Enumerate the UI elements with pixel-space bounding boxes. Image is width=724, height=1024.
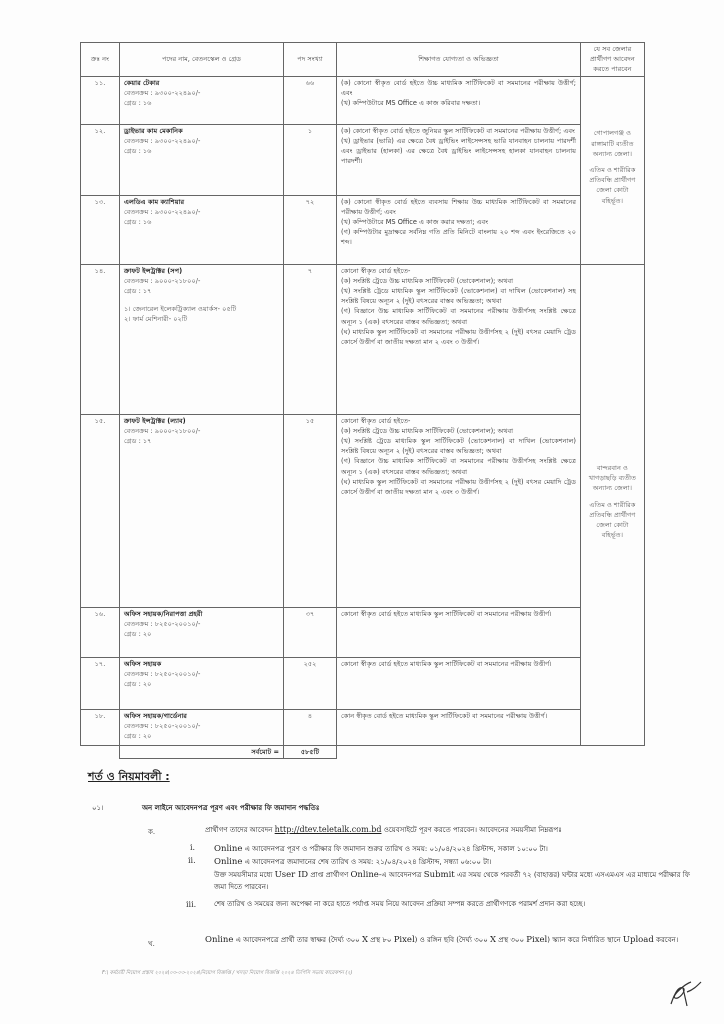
post-cell	[120, 607, 284, 657]
qualification-line: কোন স্বীকৃত বোর্ড হইতে মাধ্যমিক স্কুল সার্টিফিকেট বা সমমানের পরীক্ষায় উত্তীর্ণ।	[341, 711, 548, 720]
post-cell	[120, 264, 284, 414]
table-row	[81, 264, 709, 414]
item-kha-text: Online এ আবেদনপত্রে প্রার্থী তার স্বাক্ষর (দৈর্ঘ্য ৩০০ X প্রস্থ ৮০ Pixel) ও রঙ্গিন ছবি (দৈর্ঘ্য ৩০০ X প্রস্থ ৩০০ Pixel) স্ক্যান করে নির্ধারিত স্থানে Upload করবেন।	[205, 935, 679, 945]
total-value: ৫৮৫টি	[284, 745, 337, 758]
serial-number: ১২.	[81, 124, 120, 195]
qualification-line: (খ) ড্রাইভার (ভারি) এর ক্ষেত্রে বৈধ ড্রাইভিং লাইসেন্সসহ ভারি যানবাহন চালনায় পারদর্শী এবং ড্রাইভার (হালকা) এর ক্ষেত্রে বৈধ ড্রাইভিং লাইসেন্সসহ হালকা যানবাহন চালনায় পারদর্শী।	[341, 136, 576, 166]
grade: গ্রেড : ১৬	[124, 99, 152, 108]
table-row	[81, 76, 709, 124]
qualification-line: (গ) বিজ্ঞানে উচ্চ মাধ্যমিক সার্টিফিকেট বা সমমানের পরীক্ষায় উত্তীর্ণসহ সংশ্লিষ্ট ক্ষেত্রে অন্যূন ১ (এক) বৎসরের বাস্তব অভিজ্ঞতা; অথবা	[341, 307, 576, 326]
section-title: অন লাইনে আবেদনপত্র পূরণ এবং পরীক্ষার ফি জমাদান পদ্ধতিঃ	[142, 804, 320, 812]
qualification-line: (ক) কোনো স্বীকৃত বোর্ড হইতে জুনিয়র স্কুল সার্টিফিকেট বা সমমানের পরীক্ষায় উত্তীর্ণ; এবং	[341, 126, 575, 135]
total-row	[81, 745, 709, 758]
post-cell	[120, 414, 284, 607]
qualification-line: কোনো স্বীকৃত বোর্ড হইতে-	[341, 266, 411, 275]
empty-district-cell	[644, 657, 708, 709]
pay-scale: বেতনক্রম : ৯৩০০-২২৪৯০/-	[124, 207, 201, 216]
qualification-cell	[337, 657, 581, 709]
sub-item-ii-text: Online এ আবেদনপত্র জমাদানের শেষ তারিখ ও সময়: ২১/০৪/২০২৪ খ্রিস্টাব্দ, সন্ধ্যা ০৬:০০ টা।	[214, 857, 492, 867]
header-post: পদের নাম, বেতনস্কেল ও গ্রেড	[120, 43, 284, 77]
post-cell	[120, 76, 284, 124]
post-name: এলডিএ কাম ক্যাশিয়ার	[124, 197, 185, 206]
trade-breakdown: ২। ফার্ম মেশিনারী- ০২টি	[124, 315, 188, 324]
qualification-line: কোনো স্বীকৃত বোর্ড হইতে মাধ্যমিক স্কুল সার্টিফিকেট বা সমমানের পরীক্ষায় উত্তীর্ণ।	[341, 609, 552, 618]
total-label: সর্বমোট =	[120, 745, 284, 758]
item-ka-text: প্রার্থীগণ তাদের আবেদন http://dtev.teletalk.com.bd ওয়েবসাইটে পূরণ করতে পারবেন। আবেদনের সময়সীমা নিম্নরূপঃ	[205, 825, 562, 834]
qualification-line: (ক) সংশ্লিষ্ট ট্রেডে উচ্চ মাধ্যমিক সার্টিফিকেট (ভোকেশনাল); অথবা	[341, 426, 514, 435]
serial-number: ১১.	[81, 76, 120, 124]
qualification-line: (ক) কোনো স্বীকৃত বোর্ড হইতে ব্যবসায় শিক্ষায় উচ্চ মাধ্যমিক সার্টিফিকেট বা সমমানের পরীক্ষায় উত্তীর্ণ; এবং	[341, 197, 576, 216]
sub-item-i-text: Online এ আবেদনপত্র পূরণ ও পরীক্ষার ফি জমাদান শুরুর তারিখ ও সময়: ০১/০৪/২০২৪ খ্রিস্টাব্দ, সকাল ১০:০০ টা।	[214, 844, 548, 854]
pay-scale: বেতনক্রম : ৯০০০-২১৮০০/-	[124, 426, 201, 435]
post-name: ক্রাফট ইন্সট্রাক্টর (ল্যাব)	[124, 416, 186, 425]
grade: গ্রেড : ১৬	[124, 147, 152, 156]
post-cell	[120, 124, 284, 195]
post-count: ৩৭	[284, 607, 337, 657]
qualification-line: (খ) সংশ্লিষ্ট ট্রেডে মাধ্যমিক স্কুল সার্টিফিকেট (ভোকেশনাল) বা দাখিল (ভোকেশনাল) সহ সংশ্লিষ্ট বিষয়ে অন্যূন ২ (দুই) বৎসরের বাস্তব অভিজ্ঞতা; অথবা	[341, 287, 576, 306]
eligible-districts: বান্দরবান ও খাগড়াছড়ি ব্যতীত অন্যান্য জেলা।	[588, 463, 636, 493]
signature-mark	[665, 978, 705, 1008]
qualification-line: (খ) সংশ্লিষ্ট ট্রেডে মাধ্যমিক স্কুল সার্টিফিকেট (ভোকেশনাল) বা দাখিল (ভোকেশনাল) সংশ্লিষ্ট বিষয়ে অন্যূন ২ (দুই) বৎসরের বাস্তব অভিজ্ঞতা; অথবা	[341, 437, 576, 456]
grade: গ্রেড : ২০	[124, 732, 152, 741]
table-header-row	[81, 43, 709, 77]
rules-title: শর্ত ও নিয়মাবলী :	[88, 770, 170, 783]
empty-district-cell	[644, 607, 708, 657]
post-count: ৭	[284, 264, 337, 414]
serial-number: ১৮.	[81, 709, 120, 745]
section-number: ০১।	[92, 804, 104, 812]
qualification-cell	[337, 264, 581, 414]
post-count: ১৫	[284, 414, 337, 607]
item-ka-marker: ক.	[148, 828, 156, 836]
grade: গ্রেড : ২০	[124, 630, 152, 639]
post-cell	[120, 709, 284, 745]
qualification-cell	[337, 607, 581, 657]
post-name: ক্রাফট ইন্সট্রাক্টর (সপ)	[124, 266, 183, 275]
serial-number: ১৫.	[81, 414, 120, 607]
grade: গ্রেড : ১৭	[124, 287, 152, 296]
qualification-line: (ঘ) মাধ্যমিক স্কুল সার্টিফিকেট বা সমমানের পরীক্ষায় উত্তীর্ণসহ ২ (দুই) বৎসর মেয়াদি ট্রেড কোর্সে উত্তীর্ণ বা জাতীয় দক্ষতা মান ২ এবং ৩ উত্তীর্ণ।	[341, 327, 576, 347]
grade: গ্রেড : ১৬	[124, 218, 152, 227]
qualification-line: (খ) কম্পিউটারে MS Office এ কাজ করার দক্ষতা; এবং	[341, 218, 489, 227]
qualification-line: (ঘ) মাধ্যমিক স্কুল সার্টিফিকেট বা সমমানের পরীক্ষায় উত্তীর্ণসহ ২ (দুই) বৎসর মেয়াদি ট্রেড কোর্সে উত্তীর্ণ বা জাতীয় দক্ষতা মান ২ এবং ৩ উত্তীর্ণ।	[341, 477, 576, 497]
sub-item-ii-marker: ii.	[188, 856, 196, 865]
header-districts: যে সব জেলার প্রার্থীগণ আবেদন করতে পারবেন	[581, 43, 645, 77]
sub-item-iii-marker: iii.	[186, 900, 197, 909]
serial-number: ১৪.	[81, 264, 120, 414]
post-cell	[120, 657, 284, 709]
item-kha-marker: খ.	[148, 940, 155, 948]
grade: গ্রেড : ১৭	[124, 437, 152, 446]
pay-scale: বেতনক্রম : ৯৩০০-২২৪৯০/-	[124, 88, 201, 97]
post-name: অফিস সহায়ক/নিরাপত্তা প্রহরী	[124, 609, 203, 618]
footer-file-path: F:\ কর্মচারী নিয়োগ প্রস্তাব ২০২৪\০৩-০৩-২০২৪\নিয়োগ বিজ্ঞপ্তি / খসড়া নিয়োগ বিজ্ঞপ্তি ২০২৪ ডিপিসি সভায় কারেকশন (২)	[102, 970, 353, 976]
header-serial: ক্রঃ নং	[81, 43, 120, 77]
grade: গ্রেড : ২০	[124, 680, 152, 689]
quota-note: এতিম ও শারীরিক প্রতিবন্ধি প্রার্থীগণ জেলা কোটা বহির্ভূত।	[589, 166, 636, 205]
post-count: ৪	[284, 709, 337, 745]
serial-number: ১৭.	[81, 657, 120, 709]
eligible-districts: গোপালগঞ্জ ও রাঙ্গামাটি ব্যতীত অন্যান্য জেলা।	[591, 129, 634, 158]
qualification-line: (গ) বিজ্ঞানে উচ্চ মাধ্যমিক সার্টিফিকেট বা সমমানের পরীক্ষায় উত্তীর্ণসহ সংশ্লিষ্ট ক্ষেত্রে অন্যূন ১ (এক) বৎসরের বাস্তব অভিজ্ঞতা; অথবা	[341, 457, 576, 476]
qualification-line: কোনো স্বীকৃত বোর্ড হইতে মাধ্যমিক স্কুল সার্টিফিকেট বা সমমানের পরীক্ষায় উত্তীর্ণ।	[341, 659, 552, 668]
pay-scale: বেতনক্রম : ৮২৫০-২০০১০/-	[124, 721, 201, 730]
post-count: ৬৬	[284, 76, 337, 124]
qualification-line: (ক) কোনো স্বীকৃত বোর্ড হইতে উচ্চ মাধ্যমিক সার্টিফিকেট বা সমমানের পরীক্ষায় উত্তীর্ণ; এবং	[341, 78, 576, 97]
eligible-districts-cell	[581, 264, 645, 745]
pay-scale: বেতনক্রম : ৮২৫০-২০০১০/-	[124, 619, 201, 628]
qualification-line: (গ) কম্পিউটার মুদ্রাক্ষরে সর্বনিম্ন গতি প্রতি মিনিটে বাংলায় ২০ শব্দ এবং ইংরেজিতে ২০ শব্দ।	[341, 228, 576, 247]
pay-scale: বেতনক্রম : ৯০০০-২১৮০০/-	[124, 276, 201, 285]
serial-number: ১৬.	[81, 607, 120, 657]
post-cell	[120, 195, 284, 264]
post-count: ২৫২	[284, 657, 337, 709]
userid-note: উক্ত সময়সীমার মধ্যে User ID প্রাপ্ত প্রার্থীগণ Online-এ আবেদনপত্র Submit এর সময় থেকে পরবর্তী ৭২ (বাহাত্তর) ঘন্টার মধ্যে এসএমএস এর মাধ্যমে পরীক্ষার ফি জমা দিতে পারবেন।	[214, 870, 690, 891]
post-name: অফিস সহায়ক	[124, 659, 162, 668]
qualification-line: (খ) কম্পিউটারে MS Office এ কাজ করিবার দক্ষতা।	[341, 99, 481, 108]
post-name: কেয়ার টেকার	[124, 78, 160, 87]
application-link[interactable]: http://dtev.teletalk.com.bd	[274, 825, 382, 834]
qualification-cell	[337, 709, 581, 745]
post-name: অফিস সহায়ক/গার্ডেনার	[124, 711, 187, 720]
pay-scale: বেতনক্রম : ৯৩০০-২২৪৯০/-	[124, 136, 201, 145]
sub-item-iii-text: শেষ তারিখ ও সময়ের জন্য অপেক্ষা না করে হাতে পর্যাপ্ত সময় নিয়ে আবেদন প্রক্রিয়া সম্পন্ন করতে প্রার্থীগণকে পরামর্শ প্রদান করা হচ্ছে।	[214, 900, 586, 908]
qualification-line: (ক) সংশ্লিষ্ট ট্রেডে উচ্চ মাধ্যমিক সার্টিফিকেট (ভোকেশনাল); অথবা	[341, 276, 514, 285]
qualification-cell	[337, 414, 581, 607]
qualification-cell	[337, 76, 581, 124]
post-name: ড্রাইভার কাম মেকানিক	[124, 126, 183, 135]
post-count: ৭২	[284, 195, 337, 264]
qualification-cell	[337, 124, 581, 195]
header-qualification: শিক্ষাগত যোগ্যতা ও অভিজ্ঞতা	[337, 43, 581, 77]
qualification-line: কোনো স্বীকৃত বোর্ড হইতে-	[341, 416, 411, 425]
qualification-cell	[337, 195, 581, 264]
quota-note: এতিম ও শারীরিক প্রতিবন্ধি প্রার্থীগণ জেলা কোটা বহির্ভূত।	[589, 500, 636, 540]
empty-district-cell	[644, 709, 708, 745]
eligible-districts-cell	[581, 76, 645, 264]
posts-table	[80, 42, 708, 759]
serial-number: ১৩.	[81, 195, 120, 264]
sub-item-i-marker: i.	[190, 843, 196, 852]
pay-scale: বেতনক্রম : ৮২৫০-২০০১০/-	[124, 669, 201, 678]
trade-breakdown: ১। জেনারেল ইলেকট্রিক্যাল ওয়ার্কস- ০৫টি	[124, 305, 237, 314]
header-count: পদ সংখ্যা	[284, 43, 337, 77]
post-count: ১	[284, 124, 337, 195]
